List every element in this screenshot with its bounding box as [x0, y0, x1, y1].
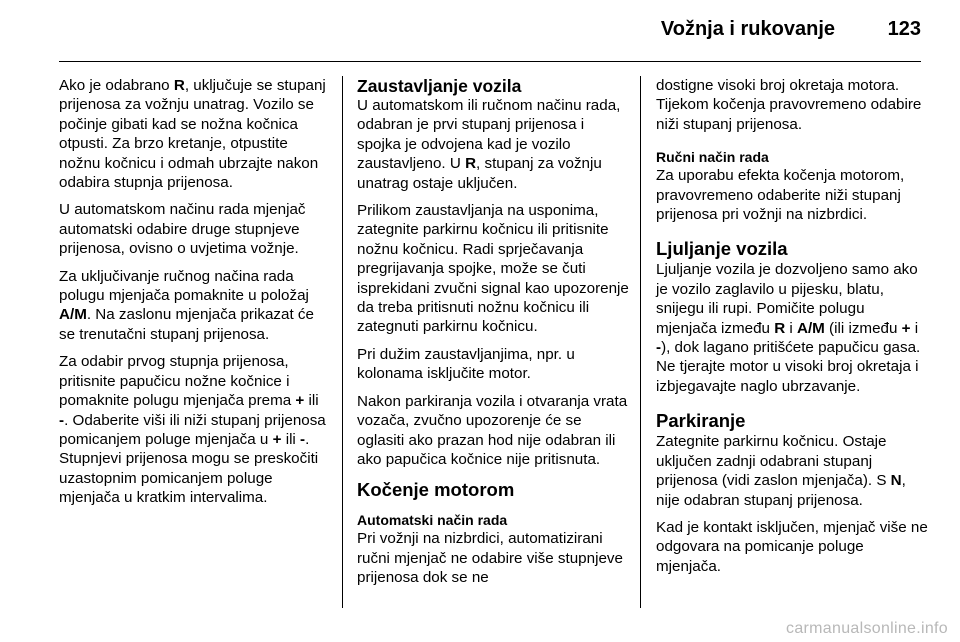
section-heading: Zaustavljanje vozila — [357, 76, 522, 96]
text: U automatskom ili ručnom načinu rada, odabran je prvi stupanj prijenosa i spojka je odvojena kad je vozilo zaustavljeno. U — [357, 97, 621, 173]
section-heading: Ljuljanje vozila — [656, 238, 788, 260]
text: . Na zaslonu mjenjača prikazat će se trenutačni stupanj prijenosa. — [59, 306, 314, 343]
header-title: Vožnja i rukovanje — [660, 18, 835, 40]
text: . Odaberite viši ili niži stupanj prijenosa pomicanjem poluge mjenjača u — [59, 411, 326, 448]
text: ili — [281, 430, 301, 448]
paragraph: Kad je kontakt isključen, mjenjač više ne odgovara na pomicanje poluge mjenjača. — [656, 518, 928, 575]
subsection-heading: Automatski način rada — [357, 512, 508, 529]
column-divider-right — [640, 76, 641, 608]
column-divider-left — [342, 76, 343, 608]
column-middle — [357, 76, 629, 596]
bold-text: - — [300, 430, 306, 448]
watermark: carmanualsonline.info — [786, 620, 948, 637]
text: i — [785, 319, 797, 337]
text: (ili između — [824, 319, 902, 337]
bold-text: R — [465, 155, 477, 173]
bold-text: + — [272, 430, 282, 448]
text: ili — [304, 392, 319, 410]
paragraph — [656, 432, 928, 510]
paragraph: dostigne visoki broj okretaja motora. Tijekom kočenja pravovremeno odabire niži stupanj prijenosa. — [656, 77, 922, 133]
paragraph: Za uporabu efekta kočenja motorom, pravovremeno odaberite niži stupanj prijenosa pri vožnji na nizbrdici. — [656, 167, 905, 224]
bold-text: + — [901, 319, 911, 337]
text: ), dok lagano pritišćete papučicu gasa. Ne tjerajte motor u visoki broj okretaja i izbjegavajte naglo ubrzavanje. — [656, 339, 921, 395]
text: Ljuljanje vozila je dozvoljeno samo ako je vozilo zaglavilo u pijesku, blatu, snijegu ili rupi. Pomičite polugu mjenjača između — [656, 261, 918, 337]
text: , uključuje se stupanj prijenosa za vožnju unatrag. Vozilo se počinje gibati kad se nožna kočnica otpusti. Za brzo kretanje, otpustite nožnu kočnicu i odmah ubrzajte nakon odabira stupnja prijenosa. — [59, 77, 326, 192]
text: Za uključivanje ručnog načina rada polugu mjenjača pomaknite u položaj — [59, 267, 309, 305]
paragraph: U automatskom načinu rada mjenjač automatski odabire druge stupnjeve prijenosa, ovisno o uvjetima vožnje. — [59, 201, 306, 258]
text: . Stupnjevi prijenosa mogu se preskočiti uzastopnim pomicanjem poluge mjenjača u kratkim intervalima. — [59, 430, 319, 507]
paragraph — [357, 96, 629, 193]
section-heading: Parkiranje — [656, 410, 746, 432]
text: Ako je odabrano — [59, 77, 174, 94]
page-header — [59, 14, 921, 62]
bold-text: + — [295, 392, 305, 410]
column-right — [656, 76, 928, 584]
bold-text: - — [656, 339, 662, 357]
bold-text: A/M — [796, 319, 825, 337]
bold-text: A/M — [59, 306, 87, 324]
bold-text: R — [774, 319, 786, 337]
paragraph: Prilikom zaustavljanja na usponima, zategnite parkirnu kočnicu ili pritisnite nožnu kočnicu. Radi sprječavanja pregrijavanja spojke, može se čuti isprekidani zvučni signal kao upozorenje da treba pritisnuti nožnu kočnicu ili zategnuti parkirnu kočnicu. — [357, 202, 629, 336]
text: Zategnite parkirnu kočnicu. Ostaje uključen zadnji odabrani stupanj prijenosa (vidi zaslon mjenjača). S — [656, 433, 891, 490]
paragraph: Pri vožnji na nizbrdici, automatizirani ručni mjenjač ne odabire više stupnjeve prijenosa dok se ne — [357, 530, 623, 587]
text: Za odabir prvog stupnja prijenosa, pritisnite papučicu nožne kočnice i pomaknite polugu mjenjača prema — [59, 353, 296, 410]
page-number: 123 — [887, 18, 921, 40]
paragraph — [656, 260, 928, 396]
paragraph — [59, 352, 331, 507]
column-left — [59, 76, 331, 516]
bold-text: - — [59, 411, 65, 429]
paragraph — [59, 76, 331, 192]
text: , nije odabran stupanj prijenosa. — [656, 472, 906, 509]
text: i — [910, 319, 919, 337]
bold-text: N — [890, 472, 902, 490]
subsection-heading: Ručni način rada — [656, 149, 769, 166]
paragraph: Pri dužim zaustavljanjima, npr. u kolonama isključite motor. — [357, 345, 575, 383]
text: , stupanj za vožnju unatrag ostaje uključen. — [357, 155, 602, 192]
paragraph: Nakon parkiranja vozila i otvaranja vrata vozača, zvučno upozorenje će se oglasiti ako prazan hod nije odabran ili ako papučica kočnice nije pritisnuta. — [357, 392, 628, 468]
paragraph — [59, 267, 331, 345]
bold-text: R — [173, 77, 185, 94]
section-heading: Kočenje motorom — [357, 479, 515, 501]
